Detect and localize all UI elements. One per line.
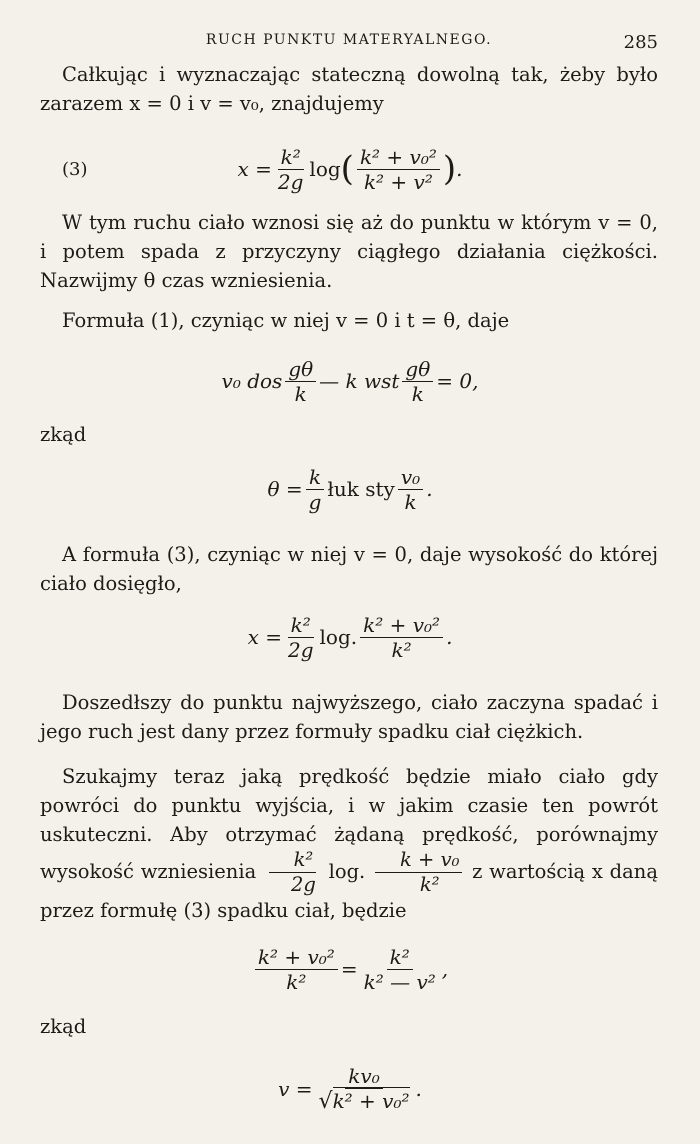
eq-b-part1: θ =	[267, 477, 303, 501]
eq-e-part3: .	[415, 1077, 422, 1101]
eq-c-part3: .	[446, 625, 453, 649]
eq3-frac-den: k² + v²	[363, 169, 433, 194]
eq-a-f2-den: k	[411, 381, 424, 406]
eq-c-fraction-2	[360, 614, 443, 661]
equation-d	[0, 940, 700, 998]
eq3-lhs: x =	[237, 157, 272, 181]
eq-a-fraction-1	[285, 358, 316, 405]
inline-log: log.	[328, 860, 366, 883]
eq-d-fraction-2	[361, 946, 439, 993]
paragraph-2: W tym ruchu ciało wznosi się aż do punktu w którym v = 0, i potem spada z przyczyny ciągłego działania ciężkości. Nazwijmy θ czas wzniesienia.	[40, 211, 658, 292]
eq-c-f2-den: k²	[391, 637, 412, 662]
inline-f1-den: 2g	[290, 873, 316, 896]
eq-a-fraction-2	[402, 358, 433, 405]
eq-c-part2: log.	[319, 625, 358, 649]
paragraph-6-text-a: Szukajmy teraz jaką prędkość będzie miało ciało gdy powróci do punktu wyjścia, i w jakim czasie ten powrót uskuteczni. Aby otrzymać żądaną prędkość, porównajmy wysokość wzniesienia	[40, 765, 658, 883]
eq-c-part1: x =	[247, 625, 282, 649]
eq-c-fraction-1	[285, 614, 317, 661]
paragraph-4: A formuła (3), czyniąc w niej v = 0, daje wysokość do której ciało dosięgło,	[40, 543, 658, 595]
eq-b-f2-num: v₀	[398, 466, 423, 490]
eq-a-f2-num: gθ	[402, 358, 433, 382]
equation-3	[0, 140, 700, 198]
sqrt-sign: √	[318, 1089, 333, 1114]
eq-d-part3: ,	[441, 957, 449, 981]
eq-b-f1-den: g	[308, 489, 322, 514]
paragraph-6-text-b: z wartością x daną przez formułę (3) spadku ciał, będzie	[40, 860, 658, 922]
eq-d-equals: =	[340, 957, 358, 981]
running-header	[40, 32, 658, 56]
eq-b-part3: .	[426, 477, 433, 501]
eq-e-part1: v =	[278, 1077, 313, 1101]
eq3-paren-right: )	[442, 149, 457, 189]
equation-e	[0, 1058, 700, 1120]
eq-b-f2-den: k	[404, 489, 417, 514]
inline-f2-num: k + v₀	[375, 849, 462, 873]
page-number: 285	[623, 32, 658, 53]
eq-a-part3: = 0,	[436, 369, 479, 393]
eq3-log: log	[309, 157, 341, 181]
paragraph-zkad-1: zkąd	[40, 423, 87, 446]
eq-e-fraction	[316, 1065, 413, 1113]
eq3-coefficient	[275, 146, 307, 193]
paragraph-5: Doszedłszy do punktu najwyższego, ciało zaczyna spadać i jego ruch jest dany przez formuły spadku ciał ciężkich.	[40, 691, 658, 743]
paragraph-6	[40, 762, 658, 925]
inline-f1-num: k²	[269, 849, 317, 873]
eq-d-f2-den: k² — v²	[363, 969, 436, 994]
eq3-paren-left: (	[340, 149, 354, 189]
eq-d-f2-num: k²	[387, 946, 413, 970]
eq-a-part2: — k wst	[319, 369, 400, 393]
equation-c	[0, 608, 700, 666]
eq-d-fraction-1	[255, 946, 338, 993]
eq-b-fraction-1	[306, 466, 325, 513]
eq-e-f-den	[316, 1089, 413, 1113]
eq-b-fraction-2	[398, 466, 423, 513]
eq3-fraction	[357, 146, 440, 193]
eq-a-f1-den: k	[294, 381, 307, 406]
paragraph-3: Formuła (1), czyniąc w niej v = 0 i t = θ, daje	[62, 309, 510, 332]
eq-a-part1: v₀ dos	[221, 369, 283, 393]
eq-c-f1-den: 2g	[287, 637, 314, 662]
equation-a	[0, 352, 700, 410]
equation-label: (3)	[62, 158, 88, 180]
eq3-period: .	[456, 157, 463, 181]
eq3-frac-num: k² + v₀²	[357, 146, 440, 170]
eq-e-f-num: kv₀	[345, 1065, 382, 1089]
eq3-coef-num: k²	[278, 146, 304, 170]
inline-fraction-2	[375, 849, 462, 896]
eq-e-radicand: k² + v₀²	[332, 1089, 410, 1113]
eq-c-f2-num: k² + v₀²	[360, 614, 443, 638]
equation-b	[0, 460, 700, 518]
eq3-coef-den: 2g	[277, 169, 304, 194]
eq-c-f1-num: k²	[288, 614, 314, 638]
eq-b-f1-num: k	[306, 466, 324, 490]
paragraph-zkad-2: zkąd	[40, 1015, 87, 1038]
inline-fraction-1	[266, 849, 319, 896]
eq-d-f1-den: k²	[286, 969, 307, 994]
eq-d-f1-num: k² + v₀²	[255, 946, 338, 970]
inline-f2-den: k²	[419, 873, 440, 896]
eq-a-f1-num: gθ	[285, 358, 316, 382]
paragraph-1: Całkując i wyznaczając stateczną dowolną tak, żeby było zarazem x = 0 i v = v₀, znajdujemy	[40, 63, 658, 115]
eq-b-part2: łuk sty	[327, 477, 395, 501]
running-title: RUCH PUNKTU MATERYALNEGO.	[205, 32, 493, 48]
